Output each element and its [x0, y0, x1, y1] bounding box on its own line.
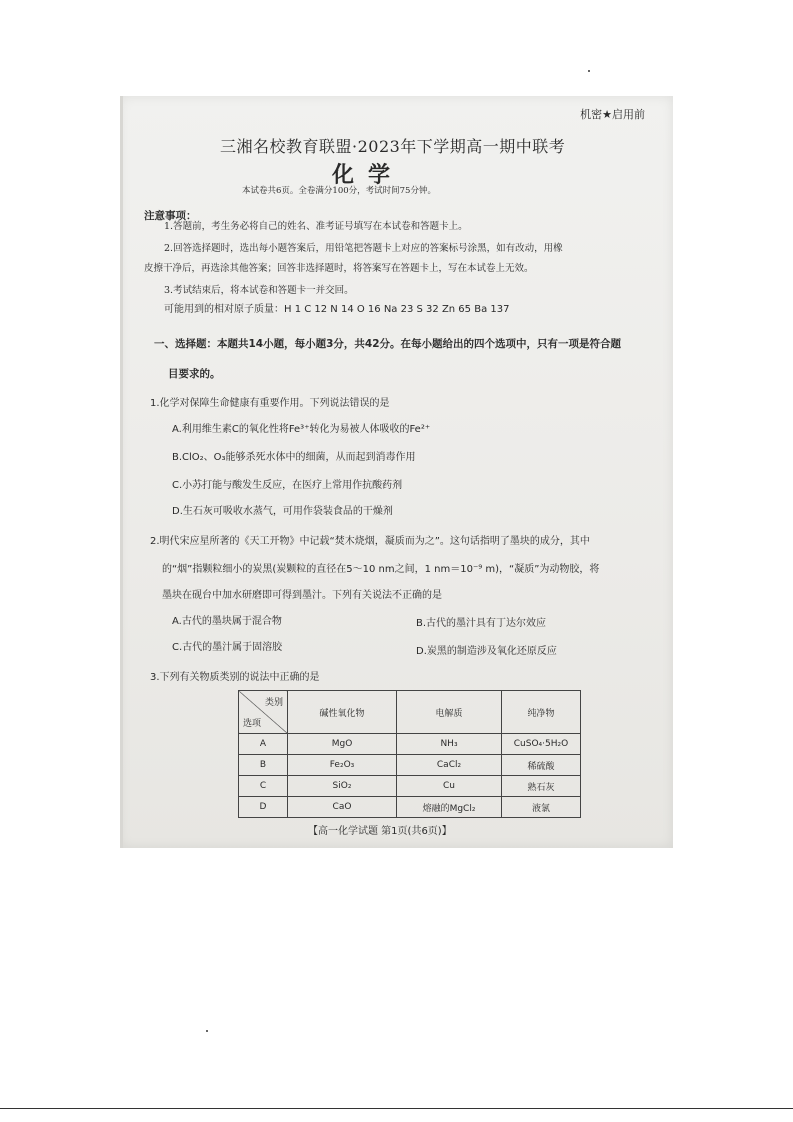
col-header-basic-oxide: 碱性氧化物 — [288, 691, 397, 734]
q1-option-a: A.利用维生素C的氧化性将Fe³⁺转化为易被人体吸收的Fe²⁺ — [172, 424, 431, 435]
photo-edge — [120, 96, 123, 848]
cell: CaCl₂ — [397, 755, 502, 776]
q2-option-b: B.古代的墨汁具有丁达尔效应 — [416, 618, 547, 629]
table-row — [239, 755, 581, 776]
atomic-masses: 可能用到的相对原子质量：H 1 C 12 N 14 O 16 Na 23 S 32 Zn 65 Ba 137 — [164, 304, 510, 315]
col-header-electrolyte: 电解质 — [397, 691, 502, 734]
row-label: D — [239, 797, 288, 818]
q1-option-c: C.小苏打能与酸发生反应，在医疗上常用作抗酸药剂 — [172, 480, 403, 491]
cell: SiO₂ — [288, 776, 397, 797]
corner-label-option: 选项 — [243, 719, 262, 729]
cell: Cu — [397, 776, 502, 797]
note-1: 1.答题前，考生务必将自己的姓名、准考证号填写在本试卷和答题卡上。 — [164, 221, 468, 232]
exam-meta: 本试卷共6页。全卷满分100分，考试时间75分钟。 — [242, 186, 436, 196]
substance-category-table — [238, 690, 581, 818]
row-label: A — [239, 734, 288, 755]
note-3: 3.考试结束后，将本试卷和答题卡一并交回。 — [164, 285, 354, 296]
col-header-pure-substance: 纯净物 — [502, 691, 581, 734]
cell: Fe₂O₃ — [288, 755, 397, 776]
q3-stem: 3.下列有关物质类别的说法中正确的是 — [150, 672, 320, 683]
cell: 稀硫酸 — [502, 755, 581, 776]
cell: NH₃ — [397, 734, 502, 755]
q2-stem-line-3: 墨块在砚台中加水研磨即可得到墨汁。下列有关说法不正确的是 — [162, 590, 442, 601]
section-heading: 一、选择题：本题共14小题，每小题3分，共42分。在每小题给出的四个选项中，只有一项是符合题 — [154, 338, 622, 350]
row-label: B — [239, 755, 288, 776]
exam-title: 三湘名校教育联盟·2023年下学期高一期中联考 — [220, 137, 566, 156]
table-row — [239, 734, 581, 755]
row-label: C — [239, 776, 288, 797]
q2-option-c: C.古代的墨汁属于固溶胶 — [172, 642, 283, 653]
confidential-mark: 机密★启用前 — [580, 108, 645, 121]
q2-option-a: A.古代的墨块属于混合物 — [172, 616, 282, 627]
table-corner-cell — [239, 691, 288, 734]
cell: 液氯 — [502, 797, 581, 818]
exam-page-photo — [120, 96, 673, 848]
q1-option-d: D.生石灰可吸收水蒸气，可用作袋装食品的干燥剂 — [172, 506, 393, 517]
cell: CaO — [288, 797, 397, 818]
q1-stem: 1.化学对保障生命健康有重要作用。下列说法错误的是 — [150, 398, 390, 409]
q2-option-d: D.炭黑的制造涉及氧化还原反应 — [416, 646, 557, 657]
speck — [588, 70, 590, 72]
speck — [206, 1030, 208, 1032]
table-row — [239, 797, 581, 818]
subject-title: 化学 — [332, 162, 405, 188]
notes-heading: 注意事项： — [144, 210, 197, 222]
cell: 熔融的MgCl₂ — [397, 797, 502, 818]
note-2-line-2: 皮擦干净后，再选涂其他答案；回答非选择题时，将答案写在答题卡上，写在本试卷上无效。 — [144, 263, 534, 274]
cell: 熟石灰 — [502, 776, 581, 797]
table-row — [239, 776, 581, 797]
page-footer: 【高一化学试题 第1页(共6页)】 — [308, 826, 452, 837]
q2-stem-line-2: 的“烟”指颗粒细小的炭黑(炭颗粒的直径在5～10 nm之间，1 nm＝10⁻⁹ m)，“凝质”为动物胶，将 — [162, 564, 600, 575]
q2-stem-line-1: 2.明代宋应星所著的《天工开物》中记载“焚木烧烟，凝质而为之”。这句话指明了墨块的成分，其中 — [150, 536, 590, 547]
q1-option-b: B.ClO₂、O₃能够杀死水体中的细菌，从而起到消毒作用 — [172, 452, 416, 463]
table-header-row — [239, 691, 581, 734]
cell: CuSO₄·5H₂O — [502, 734, 581, 755]
note-2-line-1: 2.回答选择题时，选出每小题答案后，用铅笔把答题卡上对应的答案标号涂黑，如有改动，用橡 — [164, 243, 563, 254]
section-heading-cont: 目要求的。 — [168, 368, 221, 380]
bottom-divider — [0, 1108, 793, 1109]
cell: MgO — [288, 734, 397, 755]
corner-label-category: 类别 — [264, 698, 283, 708]
